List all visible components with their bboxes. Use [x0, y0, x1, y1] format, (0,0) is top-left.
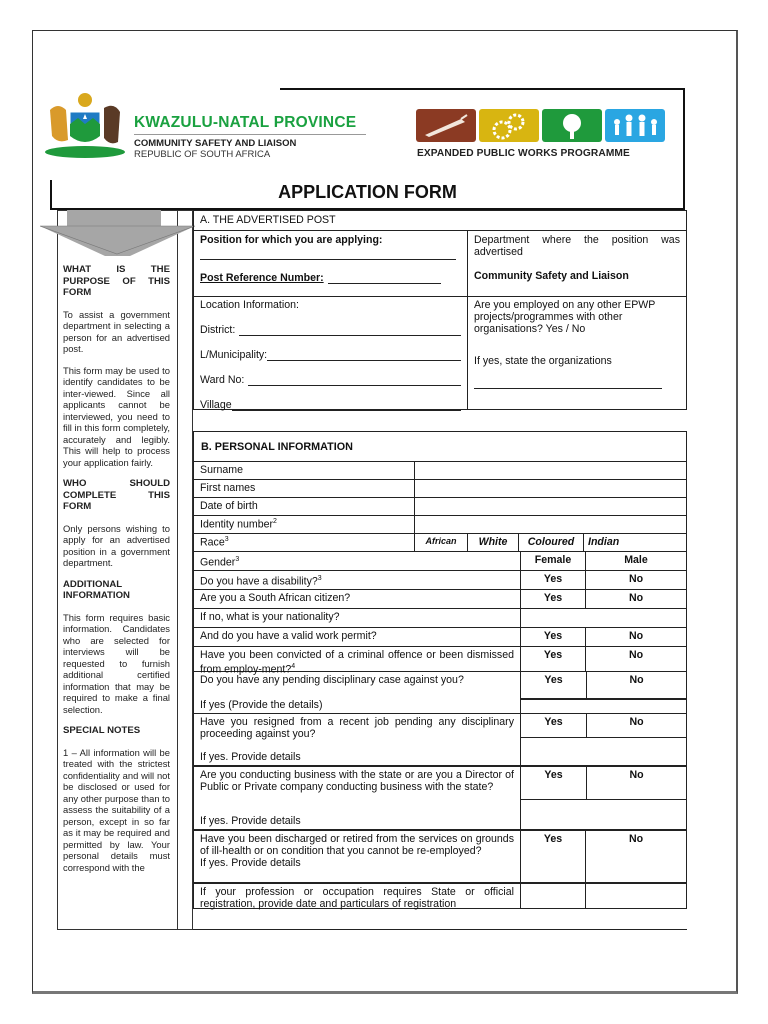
position-label: Position for which you are applying: — [200, 234, 383, 246]
resigned-no[interactable]: No — [586, 714, 686, 737]
business-yes[interactable]: Yes — [544, 769, 563, 781]
ward-label: Ward No: — [200, 374, 245, 386]
province-title: KWAZULU-NATAL PROVINCE — [134, 114, 366, 135]
sidebar-paragraph: This form requires basic information. Candidates who are selected for interviews will be requested to furnish additional certified information that may be required to make a final selection. — [63, 611, 170, 715]
question-professional-registration: If your profession or occupation requires State or official registration, provide date and particulars of registration — [200, 886, 514, 910]
location-label: Location Information: — [200, 299, 299, 311]
disability-yes[interactable]: Yes — [520, 571, 585, 589]
question-pending-disciplinary: Do you have any pending disciplinary case against you? If yes (Provide the details) — [200, 674, 464, 711]
gender-option-female[interactable]: Female — [520, 552, 585, 570]
trowel-icon — [416, 109, 476, 142]
sidebar-paragraph: Only persons wishing to apply for an advertised position in a government department. — [63, 522, 170, 568]
registration-particulars-input[interactable] — [585, 884, 686, 908]
gender-option-male[interactable]: Male — [585, 552, 686, 570]
section-b-personal-information — [193, 431, 687, 909]
municipality-input[interactable] — [267, 349, 461, 361]
sidebar-heading-purpose: WHAT IS THE PURPOSE OF THIS FORM — [63, 264, 170, 298]
form-title: APPLICATION FORM — [278, 182, 457, 202]
pending-disciplinary-yes[interactable]: Yes — [544, 674, 563, 686]
gears-icon — [479, 109, 539, 142]
gender-label: Gender$^3$ — [200, 556, 240, 569]
post-ref-input[interactable] — [328, 272, 441, 284]
sidebar-heading-additional: ADDITIONAL INFORMATION — [63, 578, 130, 601]
race-option-white[interactable]: White — [467, 534, 518, 551]
position-input[interactable] — [200, 246, 456, 260]
section-a-title: A. THE ADVERTISED POST — [200, 214, 336, 226]
district-input[interactable] — [239, 324, 461, 336]
id-number-label: Identity number$^2$ — [200, 518, 277, 531]
criminal-yes[interactable]: Yes — [520, 647, 585, 671]
question-resigned-pending: Have you resigned from a recent job pending any disciplinary proceeding against you? If yes. Provide details — [200, 716, 514, 763]
sidebar-instructions — [63, 264, 170, 883]
dob-label: Date of birth — [200, 500, 258, 512]
registration-date-input[interactable] — [520, 884, 585, 908]
first-names-input[interactable] — [414, 480, 686, 497]
question-discharged-retired: Have you been discharged or retired from the services on grounds of ill-health or on condition that you cannot be re-employed? If yes. Provide details — [200, 833, 514, 869]
ward-input[interactable] — [248, 374, 461, 386]
discharged-no[interactable]: No — [585, 831, 686, 882]
work-permit-yes[interactable]: Yes — [520, 628, 585, 646]
municipality-label: L/Municipality: — [200, 349, 268, 361]
epwp-logos — [416, 109, 665, 142]
tree-icon — [542, 109, 602, 142]
question-sa-citizen: Are you a South African citizen? — [200, 592, 351, 604]
id-number-input[interactable] — [414, 516, 686, 533]
sidebar-heading-special-notes: SPECIAL NOTES — [63, 725, 141, 736]
sidebar-paragraph: This form may be used to identify candidates to be inter-viewed. Since all applicants cannot be interviewed, you need to fill in this form completely, accurately and legibly. This will help to process your application fairly. — [63, 364, 170, 468]
resigned-yes[interactable]: Yes — [544, 716, 563, 728]
sidebar-divider — [177, 210, 178, 930]
dob-input[interactable] — [414, 498, 686, 515]
race-label: Race$^3$ — [200, 536, 229, 549]
department-name: COMMUNITY SAFETY AND LIAISON — [134, 138, 297, 149]
question-nationality: If no, what is your nationality? — [200, 611, 340, 623]
country-name: REPUBLIC OF SOUTH AFRICA — [134, 149, 271, 160]
resigned-details-input[interactable] — [521, 738, 686, 765]
epwp-orgs-label: If yes, state the organizations — [474, 355, 612, 367]
surname-label: Surname — [200, 464, 243, 476]
first-names-label: First names — [200, 482, 256, 494]
village-input[interactable] — [232, 399, 461, 411]
criminal-no[interactable]: No — [585, 647, 686, 671]
race-option-coloured[interactable]: Coloured — [518, 534, 583, 551]
question-work-permit: And do you have a valid work permit? — [200, 630, 377, 642]
pending-disciplinary-no[interactable]: No — [586, 672, 686, 698]
citizen-yes[interactable]: Yes — [520, 590, 585, 608]
question-business-with-state: Are you conducting business with the state or are you a Director of Public or Private company conducting business with the state? If yes. Provide details — [200, 769, 514, 827]
down-arrow-icon — [40, 210, 195, 261]
discharged-yes[interactable]: Yes — [520, 831, 585, 882]
section-a-advertised-post — [193, 210, 687, 410]
department-label: Department where the position was advertised — [474, 234, 680, 258]
family-icon — [605, 109, 665, 142]
district-label: District: — [200, 324, 236, 336]
epwp-question: Are you employed on any other EPWP projects/programmes with other organisations? Yes / No — [474, 299, 656, 335]
epwp-orgs-input[interactable] — [474, 367, 662, 389]
department-value: Community Safety and Liaison — [474, 270, 629, 282]
sidebar-heading-who: WHO SHOULD COMPLETE THIS FORM — [63, 478, 170, 512]
disability-no[interactable]: No — [585, 571, 686, 589]
work-permit-no[interactable]: No — [585, 628, 686, 646]
epwp-caption: EXPANDED PUBLIC WORKS PROGRAMME — [417, 148, 630, 159]
business-no[interactable]: No — [586, 767, 686, 799]
citizen-no[interactable]: No — [585, 590, 686, 608]
post-ref-label: Post Reference Number: — [200, 272, 324, 284]
race-option-african[interactable]: African — [414, 534, 467, 551]
village-label: Village — [200, 399, 232, 411]
sidebar-paragraph: To assist a government department in selecting a person for an advertised post. — [63, 308, 170, 354]
kzn-coat-of-arms-icon — [40, 90, 130, 160]
section-b-title: B. PERSONAL INFORMATION — [201, 440, 353, 453]
nationality-input[interactable] — [520, 609, 686, 627]
bottom-divider — [193, 929, 687, 930]
question-criminal-offence: Have you been convicted of a criminal offence or been dismissed from employ-ment?$^4$ — [200, 649, 514, 676]
sidebar-paragraph: 1 – All information will be treated with the strictest confidentiality and will not be disclosed or used for any other purpose than to assess the suitability of a person, except in so far as it may be required and permitted by law. Your personal details must correspond with the — [63, 746, 170, 873]
race-option-indian[interactable]: Indian — [583, 534, 686, 551]
question-disability: Do you have a disability?$^3$ — [200, 575, 322, 588]
surname-input[interactable] — [414, 462, 686, 479]
business-details-input[interactable] — [521, 800, 686, 829]
pending-disciplinary-details-input[interactable] — [521, 700, 686, 713]
